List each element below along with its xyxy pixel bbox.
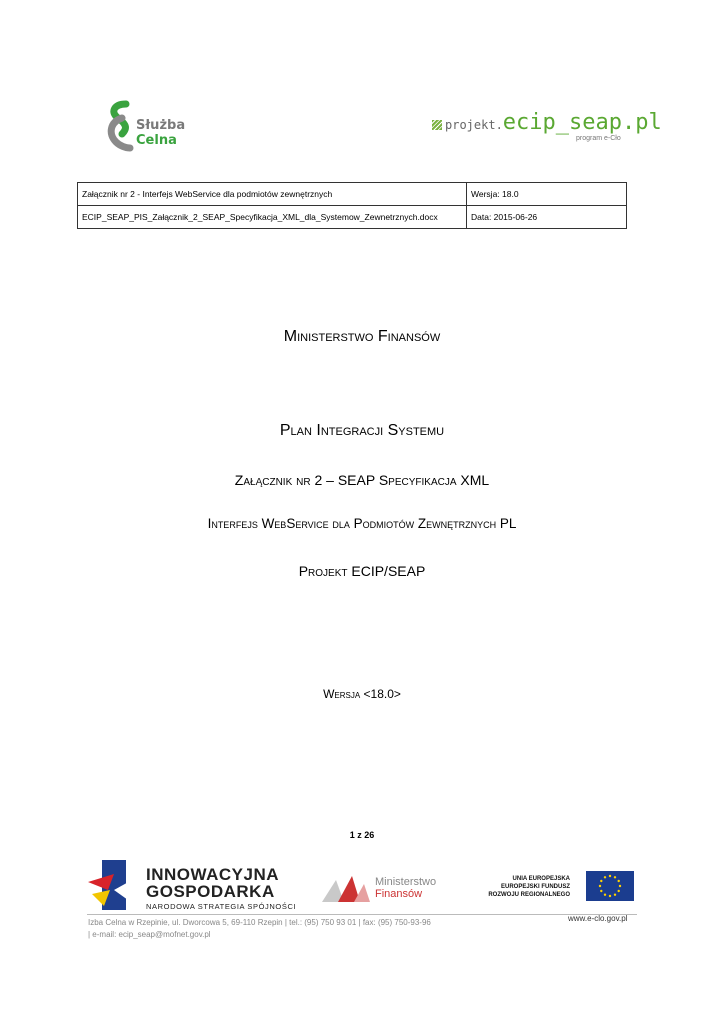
eu-flag-icon [586, 871, 634, 901]
title-ministry: Ministerstwo Finansów [283, 328, 441, 345]
ecip-seap-logo [432, 108, 662, 148]
ig-line3: NARODOWA STRATEGIA SPÓJNOŚCI [146, 902, 297, 911]
ecip-subtitle: program e-Cło [576, 135, 621, 142]
ecip-main-text: ecip_seap.pl [502, 110, 662, 135]
ecip-prefix: projekt. [445, 118, 503, 132]
title-annex: Załącznik nr 2 – SEAP Specyfikacja XML [234, 472, 490, 488]
logo-text-celna: Celna [136, 133, 177, 148]
title-project: Projekt ECIP/SEAP [298, 563, 426, 579]
ue-wordmark [478, 875, 570, 899]
ministerstwo-finansow-emblem-icon [320, 870, 370, 904]
table-cell: ECIP_SEAP_PIS_Załącznik_2_SEAP_Specyfikacja_XML_dla_Systemow_Zewnetrznych.docx [78, 206, 467, 229]
table-cell: Wersja: 18.0 [467, 183, 627, 206]
table-cell: Załącznik nr 2 - Interfejs WebService dla podmiotów zewnętrznych [78, 183, 467, 206]
ig-line2: GOSPODARKA [146, 882, 275, 901]
sluzba-celna-wordmark [136, 118, 185, 148]
innowacyjna-gospodarka-emblem-icon [88, 860, 140, 910]
footer-address-line2: | e-mail: ecip_seap@mofnet.gov.pl [88, 930, 211, 939]
table-row [78, 206, 627, 229]
table-cell: Data: 2015-06-26 [467, 206, 627, 229]
ue-line2: EUROPEJSKI FUNDUSZ [500, 884, 570, 890]
unia-europejska-logo [478, 871, 628, 903]
ue-line3: ROZWOJU REGIONALNEGO [488, 892, 570, 898]
logo-text-sluzba: Służba [136, 118, 186, 133]
footer-divider [87, 914, 637, 915]
title-interface: Interfejs WebService dla Podmiotów Zewnętrznych PL [207, 516, 517, 531]
mf-wordmark [375, 876, 436, 900]
ue-line1: UNIA EUROPEJSKA [512, 876, 570, 882]
footer-address [88, 917, 518, 941]
sluzba-celna-emblem-icon [100, 98, 140, 154]
mf-line1: Ministerstwo [375, 876, 437, 888]
footer-address-line1: Izba Celna w Rzepinie, ul. Dworcowa 5, 69-110 Rzepin | tel.: (95) 750 93 01 | fax: (95) 750-93-96 [88, 918, 431, 927]
table-row [78, 183, 627, 206]
innowacyjna-gospodarka-logo [88, 860, 308, 914]
title-plan: Plan Integracji Systemu [279, 422, 445, 439]
ecip-square-icon [432, 120, 442, 130]
ministerstwo-finansow-logo [320, 870, 460, 904]
document-meta-table [77, 182, 627, 229]
mf-line2: Finansów [375, 888, 423, 900]
ecip-wordmark [445, 110, 662, 135]
footer-website-link[interactable]: www.e-clo.gov.pl [568, 914, 628, 923]
ig-line1: INNOWACYJNA [146, 865, 280, 884]
title-version: Wersja <18.0> [323, 687, 401, 701]
page-number: 1 z 26 [349, 830, 375, 840]
